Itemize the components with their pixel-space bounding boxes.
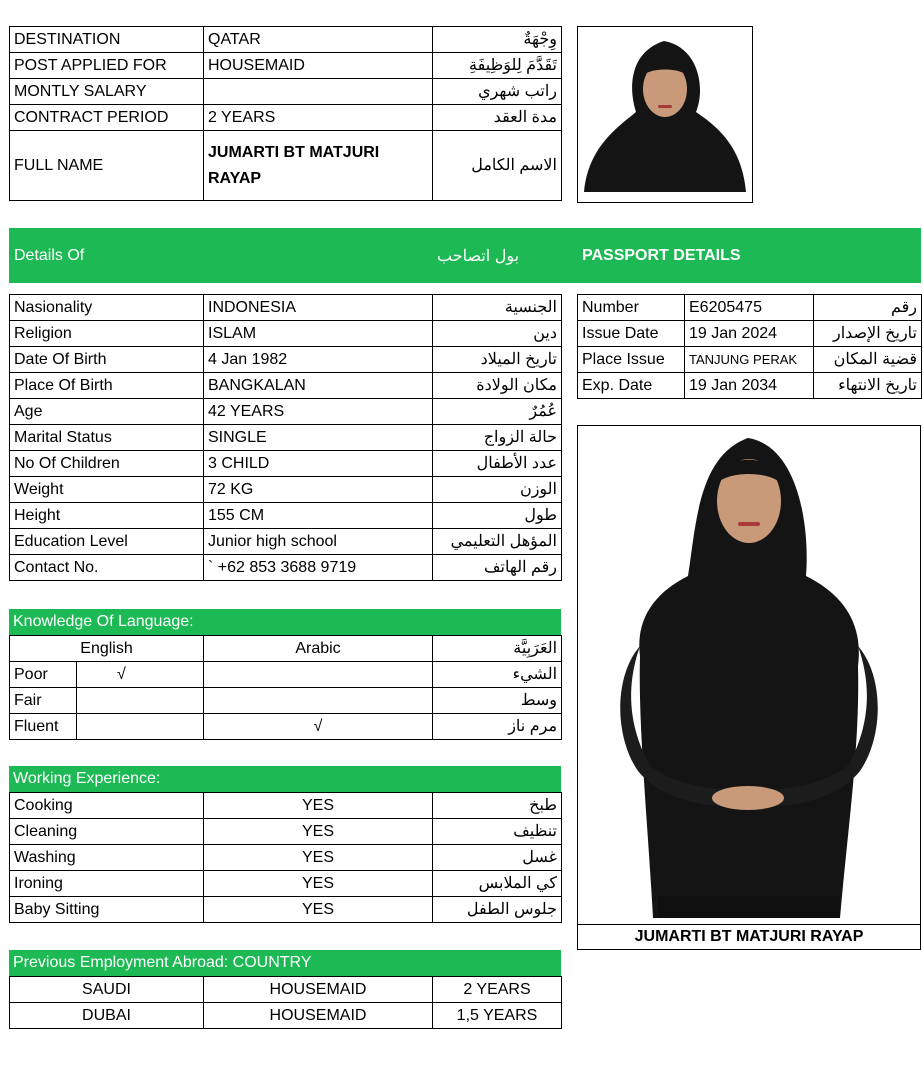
previous-period-saudi: 2 YEARS bbox=[433, 977, 562, 1003]
previous-country-saudi: SAUDI bbox=[10, 977, 204, 1003]
passport-table bbox=[577, 294, 922, 399]
details-row-place-of-birth bbox=[10, 373, 562, 399]
value-no-of-children: 3 CHILD bbox=[204, 451, 433, 477]
experience-arabic-ironing: كي الملابس bbox=[433, 871, 562, 897]
language-header: Knowledge Of Language: bbox=[9, 609, 561, 635]
value-full-name bbox=[204, 131, 433, 201]
experience-arabic-baby-sitting: جلوس الطفل bbox=[433, 897, 562, 923]
details-row-weight bbox=[10, 477, 562, 503]
lang-fair-arabic bbox=[204, 688, 433, 714]
label-place-of-birth: Place Of Birth bbox=[10, 373, 204, 399]
value-post: HOUSEMAID bbox=[204, 53, 433, 79]
passport-row-issue-date bbox=[578, 321, 922, 347]
passport-details-label: PASSPORT DETAILS bbox=[582, 246, 741, 264]
previous-position-saudi: HOUSEMAID bbox=[204, 977, 433, 1003]
label-weight: Weight bbox=[10, 477, 204, 503]
label-post: POST APPLIED FOR bbox=[10, 53, 204, 79]
full-name-line1: JUMARTI BT MATJURI bbox=[208, 143, 380, 161]
experience-row-ironing bbox=[10, 871, 562, 897]
lang-fluent-english bbox=[77, 714, 204, 740]
passport-arabic-issue-date: تاريخ الإصدار bbox=[814, 321, 922, 347]
passport-row-number bbox=[578, 295, 922, 321]
passport-value-exp-date: 19 Jan 2034 bbox=[685, 373, 814, 399]
header-table bbox=[9, 26, 562, 201]
passport-value-place-issue: TANJUNG PERAK bbox=[685, 347, 814, 373]
arabic-contact-no: رقم الهاتف bbox=[433, 555, 562, 581]
label-age: Age bbox=[10, 399, 204, 425]
value-weight: 72 KG bbox=[204, 477, 433, 503]
details-of-label: Details Of bbox=[14, 246, 85, 264]
lang-poor-arabic bbox=[204, 662, 433, 688]
arabic-nasionality: الجنسية bbox=[433, 295, 562, 321]
experience-value-ironing: YES bbox=[204, 871, 433, 897]
label-nasionality: Nasionality bbox=[10, 295, 204, 321]
arabic-post: تَقَدَّمَ لِلوَظِيفَةِ bbox=[433, 53, 562, 79]
arabic-education-level: المؤهل التعليمي bbox=[433, 529, 562, 555]
experience-row-baby-sitting bbox=[10, 897, 562, 923]
small-portrait-photo bbox=[578, 27, 751, 201]
lang-label-fluent: Fluent bbox=[10, 714, 77, 740]
experience-label-washing: Washing bbox=[10, 845, 204, 871]
lang-fair-english bbox=[77, 688, 204, 714]
label-religion: Religion bbox=[10, 321, 204, 347]
lang-fair-ar: وسط bbox=[433, 688, 562, 714]
experience-arabic-washing: غسل bbox=[433, 845, 562, 871]
arabic-full-name: الاسم الكامل bbox=[433, 131, 562, 201]
value-age: 42 YEARS bbox=[204, 399, 433, 425]
lang-fluent-arabic: √ bbox=[204, 714, 433, 740]
full-body-photo bbox=[578, 426, 919, 923]
details-row-nasionality bbox=[10, 295, 562, 321]
details-table bbox=[9, 294, 562, 581]
details-row-no-of-children bbox=[10, 451, 562, 477]
arabic-place-of-birth: مكان الولادة bbox=[433, 373, 562, 399]
passport-value-issue-date: 19 Jan 2024 bbox=[685, 321, 814, 347]
large-photo-frame bbox=[577, 425, 921, 925]
experience-arabic-cleaning: تنظيف bbox=[433, 819, 562, 845]
label-full-name: FULL NAME bbox=[10, 131, 204, 201]
experience-value-cleaning: YES bbox=[204, 819, 433, 845]
experience-label-ironing: Ironing bbox=[10, 871, 204, 897]
lang-label-fair: Fair bbox=[10, 688, 77, 714]
value-contract: 2 YEARS bbox=[204, 105, 433, 131]
previous-row-saudi bbox=[10, 977, 562, 1003]
details-row-marital-status bbox=[10, 425, 562, 451]
label-education-level: Education Level bbox=[10, 529, 204, 555]
photo-caption: JUMARTI BT MATJURI RAYAP bbox=[577, 924, 921, 950]
experience-label-cleaning: Cleaning bbox=[10, 819, 204, 845]
arabic-salary: راتب شهري bbox=[433, 79, 562, 105]
details-row-date-of-birth bbox=[10, 347, 562, 373]
details-bar bbox=[9, 228, 921, 283]
value-salary bbox=[204, 79, 433, 105]
passport-row-place-issue bbox=[578, 347, 922, 373]
experience-table bbox=[9, 792, 562, 923]
value-place-of-birth: BANGKALAN bbox=[204, 373, 433, 399]
value-marital-status: SINGLE bbox=[204, 425, 433, 451]
passport-row-exp-date bbox=[578, 373, 922, 399]
experience-label-cooking: Cooking bbox=[10, 793, 204, 819]
experience-label-baby-sitting: Baby Sitting bbox=[10, 897, 204, 923]
previous-header: Previous Employment Abroad: COUNTRY bbox=[9, 950, 561, 976]
label-date-of-birth: Date Of Birth bbox=[10, 347, 204, 373]
passport-arabic-number: رقم bbox=[814, 295, 922, 321]
value-education-level: Junior high school bbox=[204, 529, 433, 555]
experience-row-cleaning bbox=[10, 819, 562, 845]
value-religion: ISLAM bbox=[204, 321, 433, 347]
details-arabic-label: بول اتصاحب bbox=[437, 247, 520, 265]
experience-value-baby-sitting: YES bbox=[204, 897, 433, 923]
col-english: English bbox=[10, 636, 204, 662]
label-height: Height bbox=[10, 503, 204, 529]
value-nasionality: INDONESIA bbox=[204, 295, 433, 321]
small-photo-frame bbox=[577, 26, 753, 203]
previous-country-dubai: DUBAI bbox=[10, 1003, 204, 1029]
col-arabic: Arabic bbox=[204, 636, 433, 662]
lang-poor-english: √ bbox=[77, 662, 204, 688]
previous-table bbox=[9, 976, 562, 1029]
passport-arabic-exp-date: تاريخ الانتهاء bbox=[814, 373, 922, 399]
experience-row-cooking bbox=[10, 793, 562, 819]
arabic-age: عُمُرٌ bbox=[433, 399, 562, 425]
passport-label-issue-date: Issue Date bbox=[578, 321, 685, 347]
label-salary: MONTLY SALARY bbox=[10, 79, 204, 105]
experience-header: Working Experience: bbox=[9, 766, 561, 792]
arabic-destination: وِجْهَةٌ bbox=[433, 27, 562, 53]
details-row-education-level bbox=[10, 529, 562, 555]
experience-row-washing bbox=[10, 845, 562, 871]
lang-poor-ar: الشيء bbox=[433, 662, 562, 688]
arabic-date-of-birth: تاريخ الميلاد bbox=[433, 347, 562, 373]
passport-value-number: E6205475 bbox=[685, 295, 814, 321]
arabic-height: طول bbox=[433, 503, 562, 529]
full-name-line2: RAYAP bbox=[208, 169, 262, 187]
experience-value-washing: YES bbox=[204, 845, 433, 871]
label-contact-no: Contact No. bbox=[10, 555, 204, 581]
arabic-religion: دين bbox=[433, 321, 562, 347]
arabic-marital-status: حالة الزواج bbox=[433, 425, 562, 451]
lang-label-poor: Poor bbox=[10, 662, 77, 688]
passport-label-place-issue: Place Issue bbox=[578, 347, 685, 373]
language-table bbox=[9, 635, 562, 740]
details-row-contact-no bbox=[10, 555, 562, 581]
arabic-no-of-children: عدد الأطفال bbox=[433, 451, 562, 477]
passport-label-number: Number bbox=[578, 295, 685, 321]
label-destination: DESTINATION bbox=[10, 27, 204, 53]
passport-label-exp-date: Exp. Date bbox=[578, 373, 685, 399]
value-height: 155 CM bbox=[204, 503, 433, 529]
value-contact-no: ` +62 853 3688 9719 bbox=[204, 555, 433, 581]
value-date-of-birth: 4 Jan 1982 bbox=[204, 347, 433, 373]
passport-arabic-place-issue: قضية المكان bbox=[814, 347, 922, 373]
col-arabic-ar: العَرَبِيَّة bbox=[433, 636, 562, 662]
details-row-height bbox=[10, 503, 562, 529]
arabic-contract: مدة العقد bbox=[433, 105, 562, 131]
arabic-weight: الوزن bbox=[433, 477, 562, 503]
label-no-of-children: No Of Children bbox=[10, 451, 204, 477]
previous-period-dubai: 1,5 YEARS bbox=[433, 1003, 562, 1029]
label-marital-status: Marital Status bbox=[10, 425, 204, 451]
experience-value-cooking: YES bbox=[204, 793, 433, 819]
details-row-age bbox=[10, 399, 562, 425]
label-contract: CONTRACT PERIOD bbox=[10, 105, 204, 131]
value-destination: QATAR bbox=[204, 27, 433, 53]
experience-arabic-cooking: طبخ bbox=[433, 793, 562, 819]
details-row-religion bbox=[10, 321, 562, 347]
previous-position-dubai: HOUSEMAID bbox=[204, 1003, 433, 1029]
previous-row-dubai bbox=[10, 1003, 562, 1029]
lang-fluent-ar: مرم ناز bbox=[433, 714, 562, 740]
